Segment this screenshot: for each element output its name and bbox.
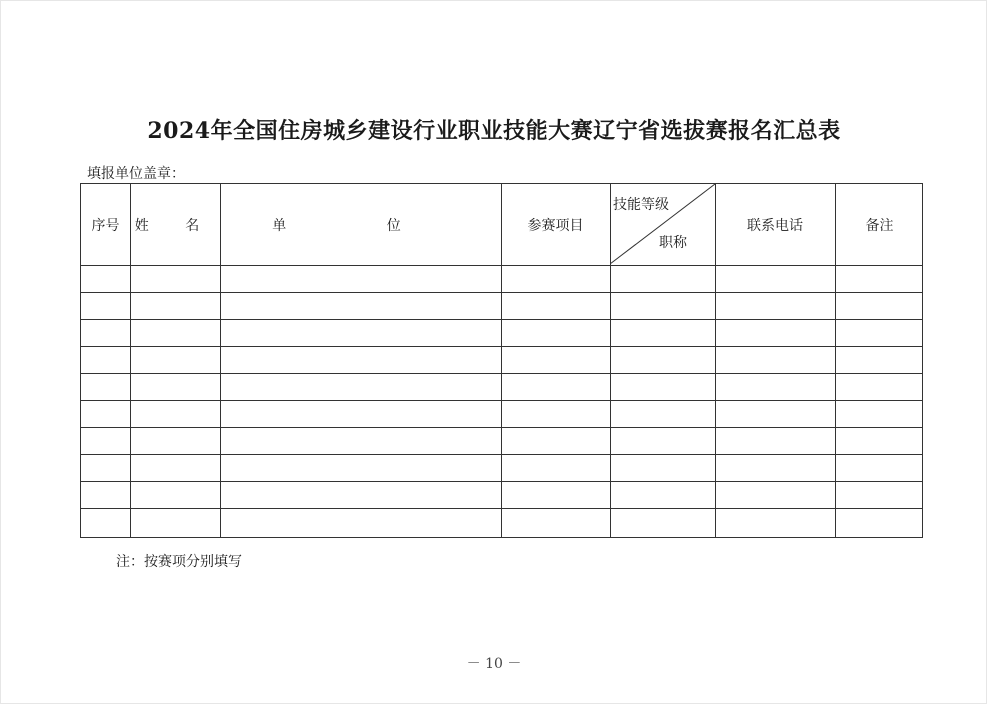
header-seq: 序号 — [91, 218, 120, 234]
fill-unit-label: 填报单位盖章： — [87, 166, 185, 182]
header-remarks: 备注 — [865, 218, 894, 234]
table-row — [81, 346, 922, 373]
table-row — [81, 319, 922, 346]
table-row — [81, 508, 922, 537]
header-event: 参赛项目 — [527, 218, 584, 234]
table-row — [81, 292, 922, 319]
table-row — [81, 481, 922, 508]
header-phone: 联系电话 — [747, 218, 803, 234]
table-row — [81, 400, 922, 427]
page-number: － 10 － — [466, 656, 522, 672]
header-name: 姓 名 — [134, 218, 216, 234]
header-title: 职称 — [659, 235, 687, 251]
table-row — [81, 427, 922, 454]
note-text: 注：按赛项分别填写 — [116, 554, 242, 570]
table-row — [81, 454, 922, 481]
header-skill-level: 技能等级 — [613, 197, 669, 213]
document-title: 2024年全国住房城乡建设行业职业技能大赛辽宁省选拔赛报名汇总表 — [147, 118, 841, 144]
registration-table — [80, 183, 923, 538]
table-row — [81, 265, 922, 292]
table-row — [81, 373, 922, 400]
header-unit: 单 位 — [272, 218, 449, 234]
